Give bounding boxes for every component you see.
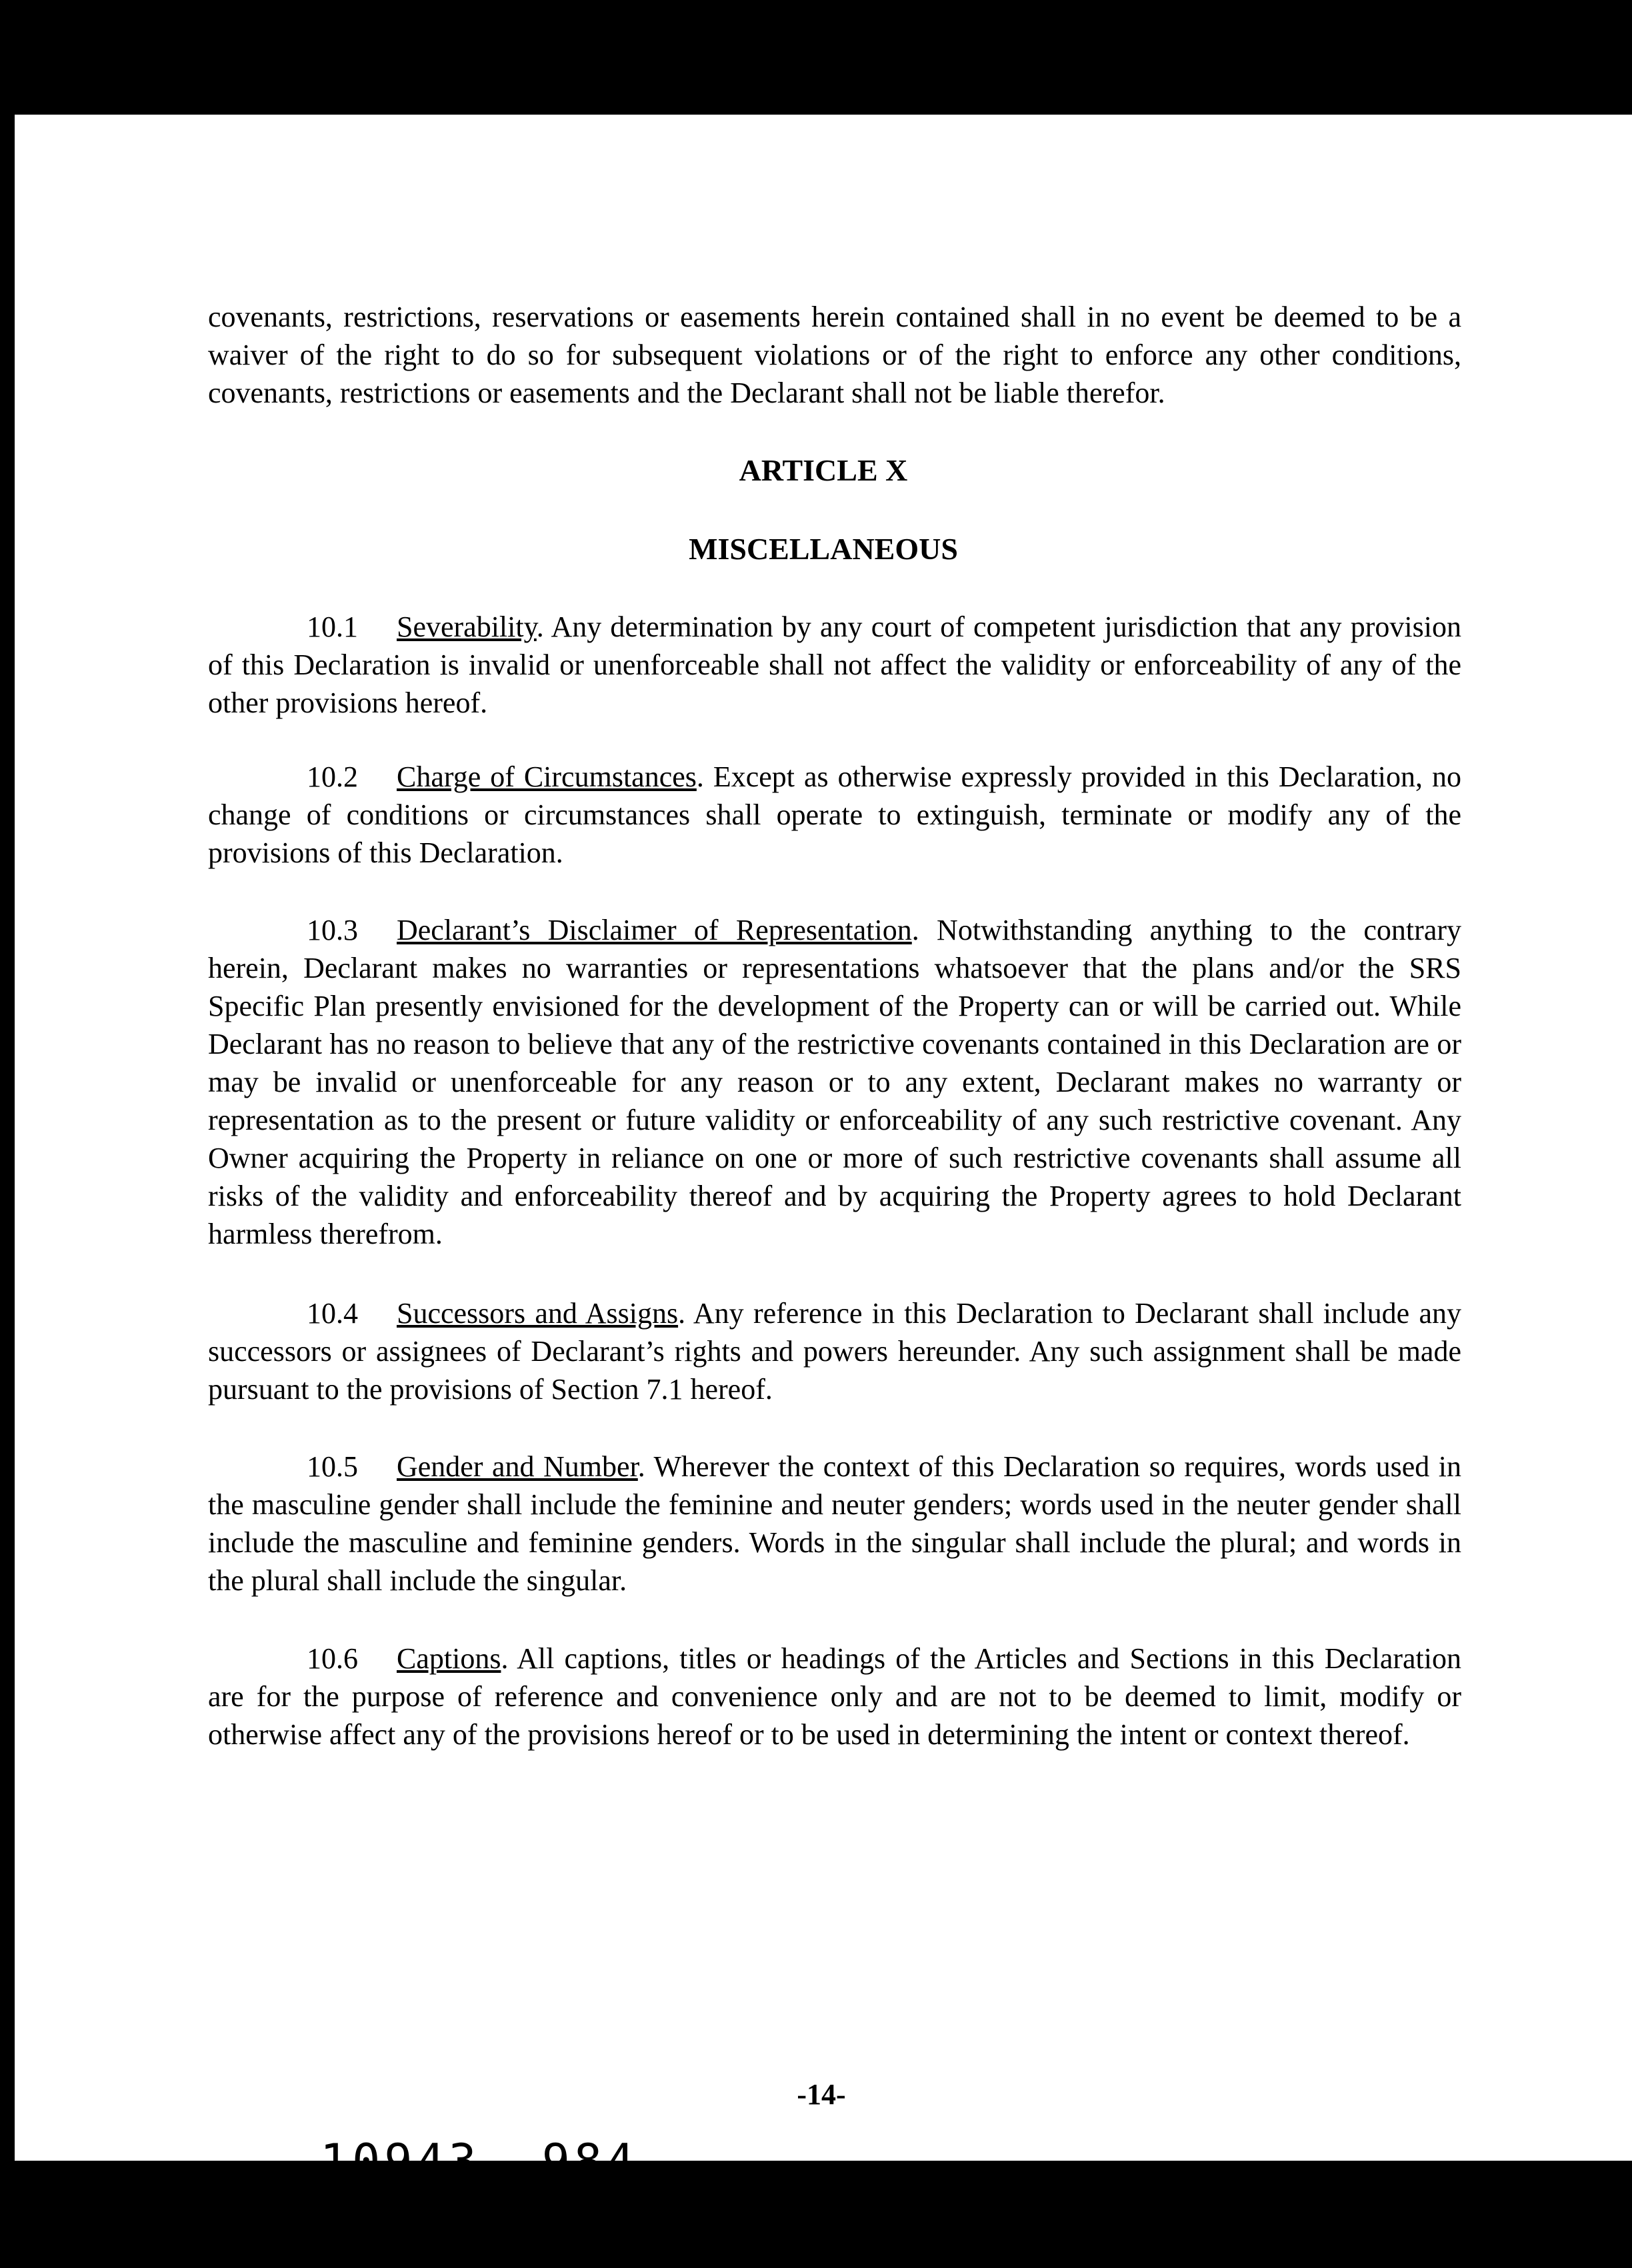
section-number: 10.1 (307, 610, 358, 643)
section-body: . Any reference in this Declaration to Declarant shall include any successors or assignees of Declarant’s rights and powers hereunder. Any such assignment shall be made pursuant to the provisions of Section 7.1 hereof. (208, 1297, 1461, 1406)
stamp-part-2: 984 (541, 2134, 639, 2189)
section-10-6 (208, 1640, 1461, 1753)
section-title: Declarant’s Disclaimer of Representation (397, 914, 912, 946)
document-page (15, 115, 1632, 2189)
section-number: 10.4 (307, 1297, 358, 1330)
section-title: Charge of Circumstances (397, 760, 697, 793)
section-10-5 (208, 1448, 1461, 1600)
section-body: . Wherever the context of this Declaration so requires, words used in the masculine gender shall include the feminine and neuter genders; words used in the neuter gender shall include the masculine and feminine genders. Words in the singular shall include the plural; and words in the plural shall include the singular. (208, 1450, 1461, 1597)
stamp-part-1: 10943 (320, 2134, 481, 2189)
section-title: Gender and Number (397, 1450, 638, 1483)
section-body: . Any determination by any court of competent jurisdiction that any provision of this Declaration is invalid or unenforceable shall not affect the validity or enforceability of any of the other provisions hereof. (208, 610, 1461, 719)
section-number: 10.6 (307, 1642, 358, 1675)
page-number: -14- (797, 2078, 846, 2111)
section-title: Severability (397, 610, 537, 643)
section-number: 10.3 (307, 914, 358, 946)
section-body: . All captions, titles or headings of the Articles and Sections in this Declaration are for the purpose of reference and convenience only and are not to be deemed to limit, modify or otherwise affect any of the provisions hereof or to be used in determining the intent or context thereof. (208, 1642, 1461, 1751)
section-10-2 (208, 758, 1461, 872)
article-subtitle: MISCELLANEOUS (689, 532, 958, 566)
article-title: ARTICLE X (739, 453, 908, 487)
section-body: . Except as otherwise expressly provided in this Declaration, no change of conditions or circumstances shall operate to extinguish, terminate or modify any of the provisions of this Declaration. (208, 760, 1461, 869)
section-body: . Notwithstanding anything to the contrary herein, Declarant makes no warranties or representations whatsoever that the plans and/or the SRS Specific Plan presently envisioned for the development of the Property can or will be carried out. While Declarant has no reason to believe that any of the restrictive covenants contained in this Declaration are or may be invalid or unenforceable for any reason or to any extent, Declarant makes no warranty or representation as to the present or future validity or enforceability of any such restrictive covenant. Any Owner acquiring the Property in reliance on one or more of such restrictive covenants shall assume all risks of the validity and enforceability thereof and by acquiring the Property agrees to hold Declarant harmless therefrom. (208, 914, 1461, 1250)
section-number: 10.2 (307, 760, 358, 793)
section-10-3 (208, 911, 1461, 1253)
document-stamp (320, 2134, 638, 2189)
section-10-1 (208, 608, 1461, 722)
continuation-paragraph (208, 298, 1461, 412)
section-title: Successors and Assigns (397, 1297, 679, 1330)
continuation-text: covenants, restrictions, reservations or easements herein contained shall in no event be deemed to be a waiver of the right to do so for subsequent violations or of the right to enforce any other conditions, covenants, restrictions or easements and the Declarant shall not be liable therefor. (208, 301, 1461, 409)
section-number: 10.5 (307, 1450, 358, 1483)
section-10-4 (208, 1294, 1461, 1408)
section-title: Captions (397, 1642, 501, 1675)
